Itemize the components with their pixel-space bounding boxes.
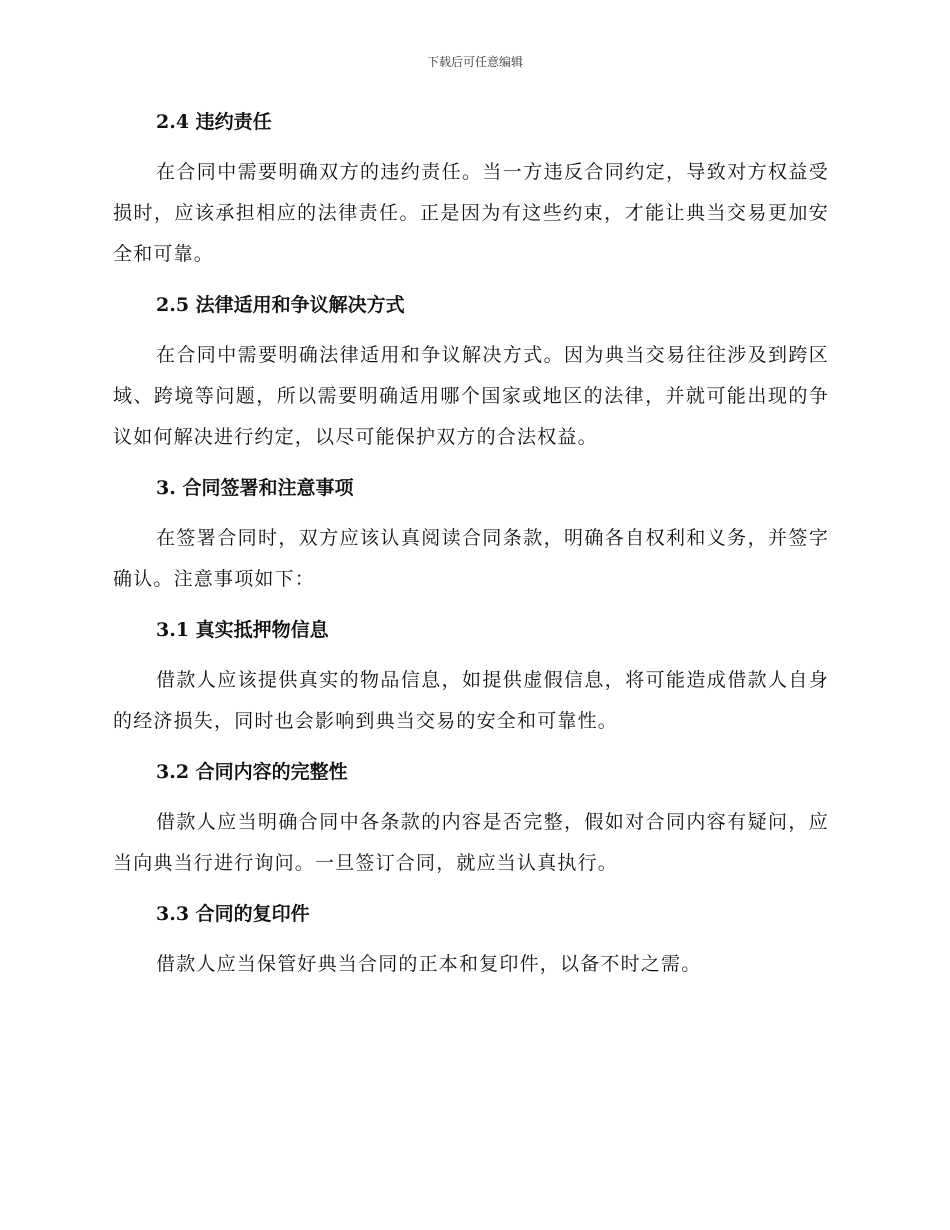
section-heading: 3.2 合同内容的完整性 bbox=[156, 761, 348, 783]
section-3 bbox=[113, 472, 829, 600]
document-body bbox=[113, 106, 829, 999]
section-paragraph: 在合同中需要明确法律适用和争议解决方式。因为典当交易往往涉及到跨区域、跨境等问题，所以需要明确适用哪个国家或地区的法律，并就可能出现的争议如何解决进行约定，以尽可能保护双方的合法权益。 bbox=[113, 344, 829, 448]
section-3-1 bbox=[113, 614, 829, 742]
section-heading: 3.3 合同的复印件 bbox=[156, 903, 310, 925]
section-heading: 3.1 真实抵押物信息 bbox=[156, 619, 329, 641]
section-3-2 bbox=[113, 756, 829, 884]
section-paragraph: 在签署合同时，双方应该认真阅读合同条款，明确各自权利和义务，并签字确认。注意事项如下： bbox=[113, 527, 829, 590]
section-heading: 2.4 违约责任 bbox=[156, 111, 272, 133]
section-heading: 3. 合同签署和注意事项 bbox=[156, 477, 354, 499]
section-2-5 bbox=[113, 289, 829, 458]
section-paragraph: 借款人应当明确合同中各条款的内容是否完整，假如对合同内容有疑问，应当向典当行进行询问。一旦签订合同，就应当认真执行。 bbox=[113, 811, 829, 874]
section-paragraph: 借款人应当保管好典当合同的正本和复印件，以备不时之需。 bbox=[156, 953, 702, 975]
section-heading: 2.5 法律适用和争议解决方式 bbox=[156, 294, 405, 316]
section-3-3 bbox=[113, 898, 829, 985]
section-paragraph: 在合同中需要明确双方的违约责任。当一方违反合同约定，导致对方权益受损时，应该承担相应的法律责任。正是因为有这些约束，才能让典当交易更加安全和可靠。 bbox=[113, 161, 829, 265]
section-paragraph: 借款人应该提供真实的物品信息，如提供虚假信息，将可能造成借款人自身的经济损失，同时也会影响到典当交易的安全和可靠性。 bbox=[113, 669, 829, 732]
page-header: 下载后可任意编辑 bbox=[426, 55, 523, 69]
section-2-4 bbox=[113, 106, 829, 275]
